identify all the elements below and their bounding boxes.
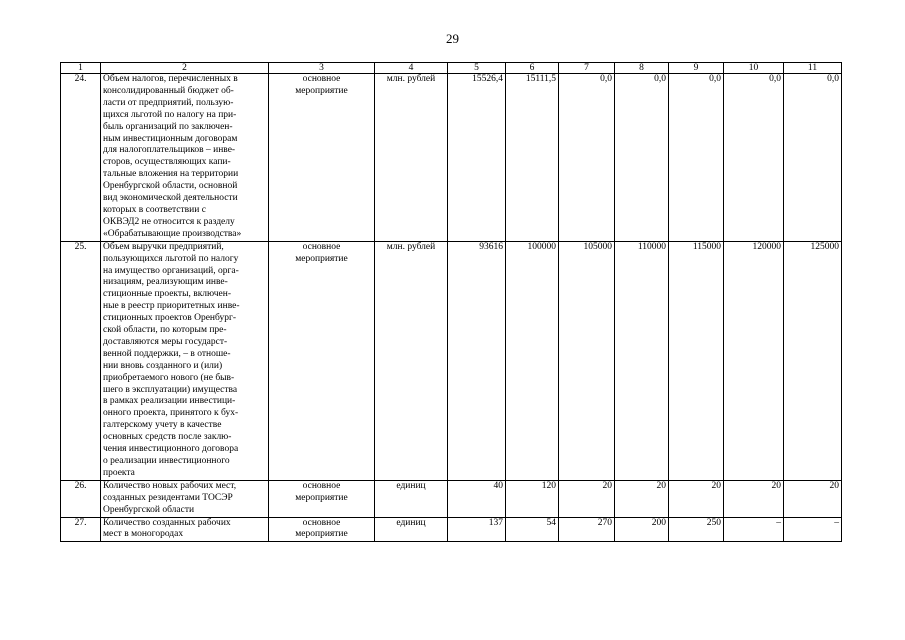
- column-header: 10: [724, 63, 784, 74]
- event-type-line: мероприятие: [295, 253, 348, 264]
- value-cell: 120: [506, 480, 559, 517]
- indicator-name-line: пользующихся льготой по налогу: [103, 253, 239, 264]
- value-cell: –: [724, 517, 784, 542]
- value-cell: 15526,4: [448, 74, 506, 242]
- event-type-line: мероприятие: [295, 85, 348, 96]
- value-cell: 0,0: [615, 74, 669, 242]
- indicator-name-line: онного проекта, принятого к бух-: [103, 408, 239, 419]
- indicator-name-line: шего в эксплуатации) имущества: [103, 384, 238, 395]
- header-row: [61, 63, 842, 74]
- indicator-name: [101, 517, 269, 542]
- row-number: 24.: [61, 74, 101, 242]
- column-header: 9: [669, 63, 724, 74]
- indicator-name-line: проекта: [103, 467, 135, 478]
- column-header: 6: [506, 63, 559, 74]
- value-cell: 270: [559, 517, 615, 542]
- unit-of-measure: млн. рублей: [375, 241, 448, 480]
- value-cell: 125000: [784, 241, 842, 480]
- event-type-line: основное: [302, 74, 341, 84]
- value-cell: 54: [506, 517, 559, 542]
- indicator-name-line: о реализации инвестиционного: [103, 456, 230, 466]
- value-cell: 120000: [724, 241, 784, 480]
- indicator-name-line: созданных резидентами ТОСЭР: [103, 492, 233, 503]
- event-type-line: мероприятие: [295, 492, 348, 503]
- value-cell: 100000: [506, 241, 559, 480]
- table-row: [61, 517, 842, 542]
- column-header: 3: [269, 63, 375, 74]
- table-row: [61, 74, 842, 242]
- column-header: 5: [448, 63, 506, 74]
- value-cell: 20: [724, 480, 784, 517]
- value-cell: 20: [669, 480, 724, 517]
- indicator-name-line: сторов, осуществляющих капи-: [103, 157, 231, 168]
- value-cell: 105000: [559, 241, 615, 480]
- indicator-name-line: ласти от предприятий, пользую-: [103, 97, 234, 108]
- event-type-line: основное: [302, 517, 341, 528]
- event-type-line: основное: [302, 480, 341, 491]
- value-cell: 93616: [448, 241, 506, 480]
- indicator-name-line: Объем выручки предприятий,: [103, 241, 224, 252]
- value-cell: 0,0: [669, 74, 724, 242]
- value-cell: –: [784, 517, 842, 542]
- page-number: 29: [446, 31, 459, 46]
- indicator-name-line: для налогоплательщиков – инве-: [103, 145, 236, 156]
- indicator-name-line: ОКВЭД2 не относится к разделу: [103, 216, 235, 227]
- value-cell: 0,0: [784, 74, 842, 242]
- column-header: 11: [784, 63, 842, 74]
- indicator-name-line: Оренбургской области: [103, 504, 195, 515]
- indicator-name-line: вид экономической деятельности: [103, 193, 238, 204]
- indicator-name-line: ской области, по которым пре-: [103, 325, 227, 336]
- table-row: [61, 480, 842, 517]
- row-number: 27.: [61, 517, 101, 542]
- indicator-name-line: Количество созданных рабочих: [103, 517, 231, 528]
- indicator-name-line: доставляются меры государст-: [103, 336, 228, 347]
- indicator-name-line: «Обрабатывающие производства»: [103, 228, 242, 239]
- column-header: 1: [61, 63, 101, 74]
- event-type: [269, 517, 375, 542]
- column-header: 8: [615, 63, 669, 74]
- value-cell: 20: [615, 480, 669, 517]
- value-cell: 137: [448, 517, 506, 542]
- value-cell: 0,0: [724, 74, 784, 242]
- indicator-name: [101, 480, 269, 517]
- value-cell: 20: [784, 480, 842, 517]
- column-header: 4: [375, 63, 448, 74]
- indicator-name: [101, 74, 269, 242]
- event-type: [269, 241, 375, 480]
- row-number: 26.: [61, 480, 101, 517]
- value-cell: 15111,5: [506, 74, 559, 242]
- indicator-name-line: щихся льготой по налогу на при-: [103, 109, 237, 120]
- indicator-name-line: консолидированный бюджет об-: [103, 85, 234, 96]
- indicator-name-line: приобретаемого нового (не быв-: [103, 372, 235, 383]
- indicator-name-line: Количество новых рабочих мест,: [103, 480, 237, 491]
- indicator-name-line: Оренбургской области, основной: [103, 181, 238, 192]
- indicator-name-line: ным инвестиционным договорам: [103, 133, 238, 144]
- value-cell: 40: [448, 480, 506, 517]
- event-type-line: мероприятие: [295, 529, 348, 540]
- unit-of-measure: единиц: [375, 480, 448, 517]
- indicator-name-line: стиционные проекты, включен-: [103, 289, 232, 300]
- indicator-name-line: на имущество организаций, орга-: [103, 265, 239, 276]
- indicator-name-line: галтерскому учету в качестве: [103, 420, 222, 431]
- indicator-name: [101, 241, 269, 480]
- column-header: 2: [101, 63, 269, 74]
- indicator-name-line: Объем налогов, перечисленных в: [103, 74, 238, 84]
- unit-of-measure: единиц: [375, 517, 448, 542]
- value-cell: 250: [669, 517, 724, 542]
- row-number: 25.: [61, 241, 101, 480]
- indicator-name-line: стиционных проектов Оренбург-: [103, 313, 237, 324]
- indicator-name-line: ные в реестр приоритетных инве-: [103, 301, 240, 312]
- value-cell: 200: [615, 517, 669, 542]
- event-type: [269, 74, 375, 242]
- value-cell: 20: [559, 480, 615, 517]
- column-header: 7: [559, 63, 615, 74]
- table-row: [61, 241, 842, 480]
- indicator-name-line: которых в соответствии с: [103, 204, 206, 215]
- value-cell: 115000: [669, 241, 724, 480]
- indicator-name-line: низациям, реализующим инве-: [103, 277, 228, 288]
- value-cell: 110000: [615, 241, 669, 480]
- indicator-name-line: основных средств после заклю-: [103, 432, 232, 443]
- value-cell: 0,0: [559, 74, 615, 242]
- indicator-name-line: нии вновь созданного и (или): [103, 360, 223, 371]
- indicator-name-line: чения инвестиционного договора: [103, 444, 239, 455]
- indicator-name-line: быль организаций по заключен-: [103, 121, 233, 132]
- indicator-name-line: в рамках реализации инвестици-: [103, 396, 236, 407]
- unit-of-measure: млн. рублей: [375, 74, 448, 242]
- indicator-name-line: мест в моногородах: [103, 529, 184, 540]
- event-type: [269, 480, 375, 517]
- indicators-table: [60, 62, 842, 542]
- indicator-name-line: тальные вложения на территории: [103, 169, 239, 180]
- event-type-line: основное: [302, 241, 341, 252]
- indicator-name-line: венной поддержки, – в отноше-: [103, 348, 231, 359]
